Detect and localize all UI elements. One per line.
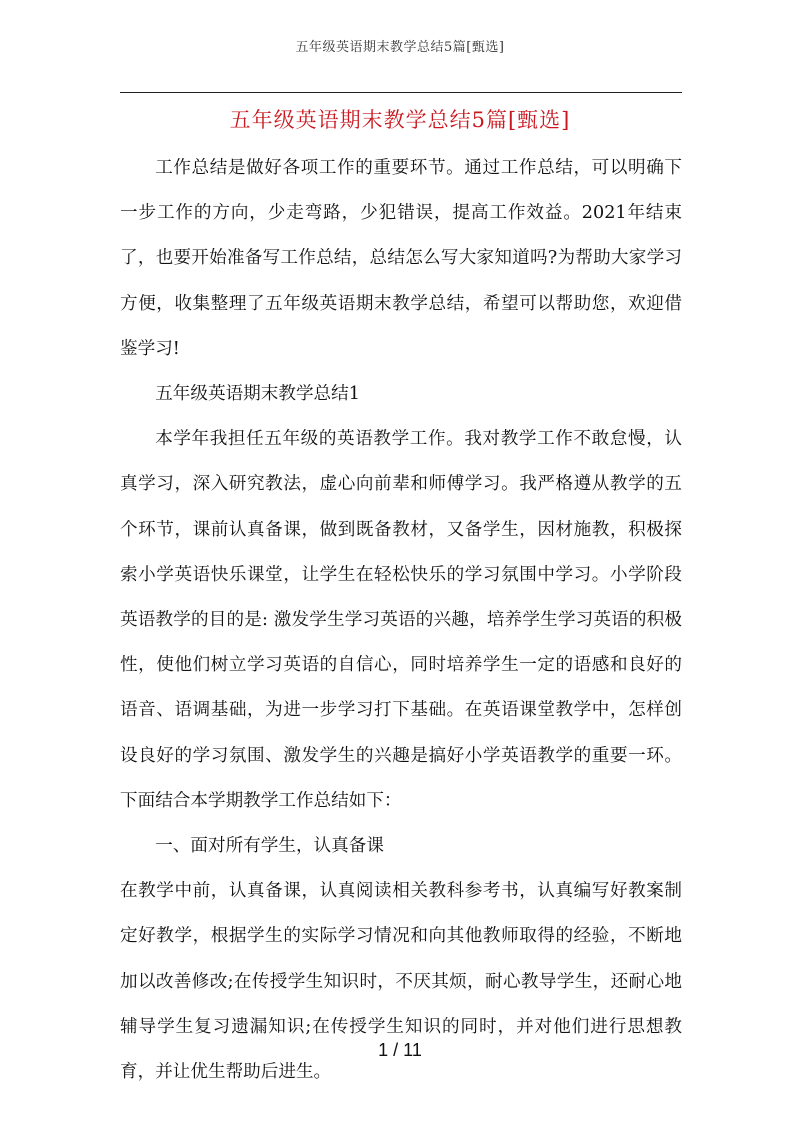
document-title: 五年级英语期末教学总结5篇[甄选] [229,108,571,132]
body-paragraph: 在教学中前，认真备课，认真阅读相关教科参考书，认真编写好教案制定好教学，根据学生的实际学习情况和向其他教师取得的经验，不断地加以改善修改;在传授学生知识时，不厌其烦，耐心教导学生，还耐心地辅导学生复习遗漏知识;在传授学生知识的同时，并对他们进行思想教育，并让优生帮助后进生。 [120,881,682,1083]
header-divider [120,92,682,93]
section-heading: 五年级英语期末教学总结1 [155,384,360,405]
running-header: 五年级英语期末教学总结5篇[甄选] [295,40,505,55]
document-body [120,146,682,1095]
page-indicator: 1 / 11 [378,1040,422,1060]
subheading: 一、面对所有学生，认真备课 [155,836,384,857]
body-paragraph: 本学年我担任五年级的英语教学工作。我对教学工作不敢怠慢，认真学习，深入研究教法，虚心向前辈和师傅学习。我严格遵从教学的五个环节，课前认真备课，做到既备教材，又备学生，因材施教，积极探索小学英语快乐课堂，让学生在轻松快乐的学习氛围中学习。小学阶段英语教学的目的是: 激发学生学习英语的兴趣，培养学生学习英语的积极性，使他们树立学习英语的自信心，同时培养学生一定的语感和良好的语音、语调基础，为进一步学习打下基础。在英语课堂教学中，怎样创设良好的学习氛围、激发学生的兴趣是搞好小学英语教学的重要一环。下面结合本学期教学工作总结如下： [120,429,682,811]
intro-paragraph: 工作总结是做好各项工作的重要环节。通过工作总结，可以明确下一步工作的方向，少走弯路，少犯错误，提高工作效益。2021年结束了，也要开始准备写工作总结，总结怎么写大家知道吗?为帮助大家学习方便，收集整理了五年级英语期末教学总结，希望可以帮助您，欢迎借鉴学习! [120,158,682,359]
